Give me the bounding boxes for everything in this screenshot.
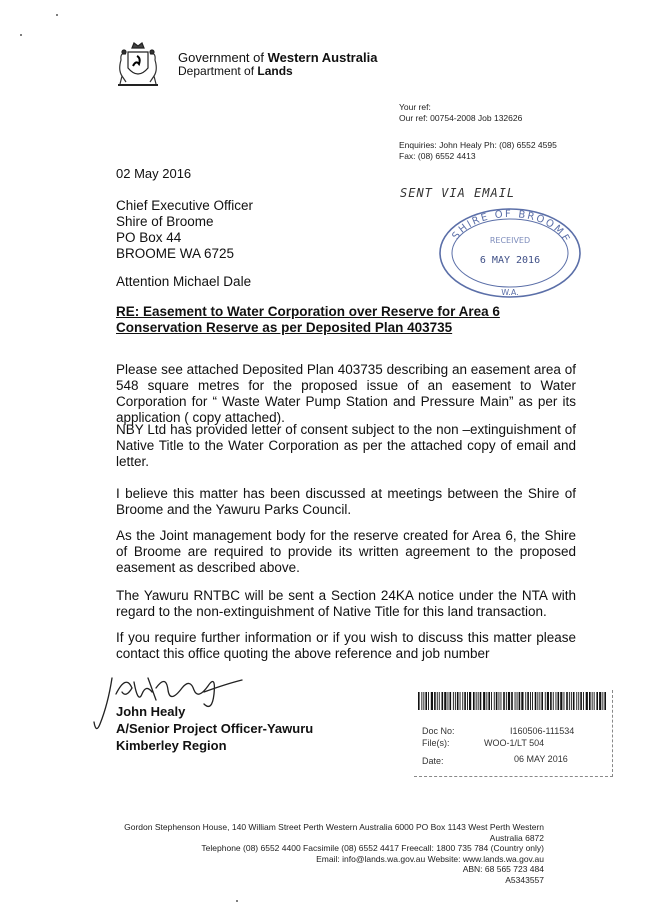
footer-line: Gordon Stephenson House, 140 William Street Perth Western Australia 6000 PO Box 1143 West Perth Western [124,822,544,832]
enquiries-contact: Enquiries: John Healy Ph: (08) 6552 4595 [399,140,557,150]
barcode-bar [604,692,606,710]
barcode-bar [535,692,537,710]
barcode-bar [550,692,552,710]
barcode-bar [596,692,598,710]
date-label: Date: [422,756,444,766]
barcode-bar [530,692,531,710]
barcode-bar [486,692,487,710]
barcode-bar [480,692,482,710]
attention-line: Attention Michael Dale [116,274,252,289]
barcode-bar [571,692,572,710]
department-name: Department of Lands [178,64,293,78]
date-value: 06 MAY 2016 [514,754,568,764]
barcode-bar [527,692,529,710]
paragraph: NBY Ltd has provided letter of consent subject to the non –extinguishment of Native Title to the Water Corporation as per the attached copy of email and letter. [116,422,576,469]
address-line: Shire of Broome [116,214,214,229]
address-line: BROOME WA 6725 [116,246,235,261]
address-line: Chief Executive Officer [116,198,254,213]
barcode-bar [453,692,454,710]
barcode [418,692,608,710]
scan-speck [56,14,58,16]
barcode-bar [576,692,577,710]
barcode-bar [462,692,463,710]
barcode-bar [553,692,554,710]
footer [60,822,544,885]
barcode-bar [503,692,505,710]
signer-region: Kimberley Region [116,738,227,753]
barcode-bar [423,692,424,710]
barcode-bar [525,692,526,710]
barcode-bar [431,692,433,710]
barcode-bar [457,692,459,710]
barcode-bar [473,692,475,710]
files-label: File(s): [422,738,450,748]
stamp-date: 6 MAY 2016 [479,255,541,266]
paragraph: If you require further information or if you wish to discuss this matter please contact this office quoting the above reference and job number [116,630,576,661]
enquiries-block [399,140,557,162]
paragraph: The Yawuru RNTBC will be sent a Section 24KA notice under the NTA with regard to the non-extinguishment of Native Title for this land transaction. [116,588,576,619]
reference-block [399,102,522,124]
coat-of-arms-logo [112,40,164,90]
barcode-bar [444,692,446,710]
barcode-bar [439,692,440,710]
barcode-bar [566,692,568,710]
barcode-bar [537,692,538,710]
barcode-bar [491,692,492,710]
stamp-bottom-text: W.A. [501,288,519,297]
footer-line: A5343557 [505,874,544,885]
barcode-bar [594,692,595,710]
barcode-bar [421,692,422,710]
barcode-bar [578,692,579,710]
barcode-bar [560,692,562,710]
signature-block [116,703,313,754]
footer-line: Australia 6872 [489,832,544,843]
stamp-received-text: RECEIVED [489,236,531,245]
barcode-bar [564,692,565,710]
barcode-bar [508,692,510,710]
barcode-bar [602,692,603,710]
barcode-bar [437,692,438,710]
barcode-bar [547,692,549,710]
barcode-bar [488,692,490,710]
barcode-bar [545,692,546,710]
recipient-address [116,198,253,262]
address-line: PO Box 44 [116,230,182,245]
barcode-bar [467,692,468,710]
barcode-bar [573,692,575,710]
barcode-bar [532,692,533,710]
barcode-bar [556,692,557,710]
barcode-bar [483,692,485,710]
barcode-bar [455,692,456,710]
signer-name: John Healy [116,704,186,719]
subject-line: RE: Easement to Water Corporation over Reserve for Area 6 Conservation Reserve as per Deposited Plan 403735 [116,304,500,335]
barcode-bar [580,692,582,710]
scan-speck [20,34,22,36]
letter-date: 02 May 2016 [116,166,192,181]
fax-number: Fax: (08) 6552 4413 [399,151,476,161]
barcode-bar [450,692,452,710]
barcode-bar [592,692,593,710]
paragraph: As the Joint management body for the reserve created for Area 6, the Shire of Broome are required to provide its written agreement to the proposed easement as described above. [116,528,576,575]
doc-no-value: I160506-111534 [510,726,575,736]
barcode-bar [476,692,477,710]
government-name: Government of Western Australia [178,50,378,65]
our-ref: Our ref: 00754-2008 Job 132626 [399,113,523,123]
paragraph: Please see attached Deposited Plan 403735 describing an easement area of 548 square metres for the proposed issue of an easement to Water Corporation for “ Waste Water Pump Station and Pressure Main” as per its application ( copy attached). [116,362,576,425]
barcode-bar [501,692,502,710]
barcode-bar [460,692,461,710]
barcode-bar [511,692,513,710]
received-stamp [436,205,584,301]
barcode-bar [442,692,444,710]
barcode-bar [586,692,588,710]
barcode-bar [558,692,560,710]
footer-line: Telephone (08) 6552 4400 Facsimile (08) 6552 4417 Freecall: 1800 735 784 (Country only) [201,843,544,853]
barcode-bar [521,692,523,710]
signer-title: A/Senior Project Officer-Yawuru [116,721,314,736]
stamp-top-text: SHIRE OF BROOME [450,208,573,246]
barcode-bar [519,692,521,710]
barcode-bar [496,692,498,710]
barcode-bar [599,692,601,710]
barcode-bar [506,692,507,710]
barcode-bar [499,692,500,710]
barcode-bar [418,692,420,710]
barcode-bar [478,692,479,710]
handwritten-sent-note: SENT VIA EMAIL [400,186,516,200]
barcode-bar [425,692,427,710]
files-value: WOO-1/LT 504 [484,738,545,748]
barcode-bar [539,692,540,710]
footer-line: ABN: 68 565 723 484 [462,864,544,874]
barcode-bar [494,692,495,710]
barcode-bar [583,692,584,710]
barcode-bar [515,692,516,710]
barcode-bar [569,692,570,710]
barcode-bar [469,692,471,710]
barcode-bar [464,692,466,710]
barcode-bar [434,692,436,710]
barcode-bar [541,692,543,710]
paragraph: I believe this matter has been discussed at meetings between the Shire of Broome and the Yawuru Parks Council. [116,486,576,517]
barcode-bar [428,692,429,710]
barcode-bar [517,692,518,710]
barcode-bar [448,692,449,710]
your-ref: Your ref: [399,102,431,112]
footer-line: Email: info@lands.wa.gov.au Website: www.lands.wa.gov.au [316,853,544,864]
doc-no-label: Doc No: [422,726,455,736]
barcode-bar [589,692,591,710]
scan-speck [236,900,238,902]
